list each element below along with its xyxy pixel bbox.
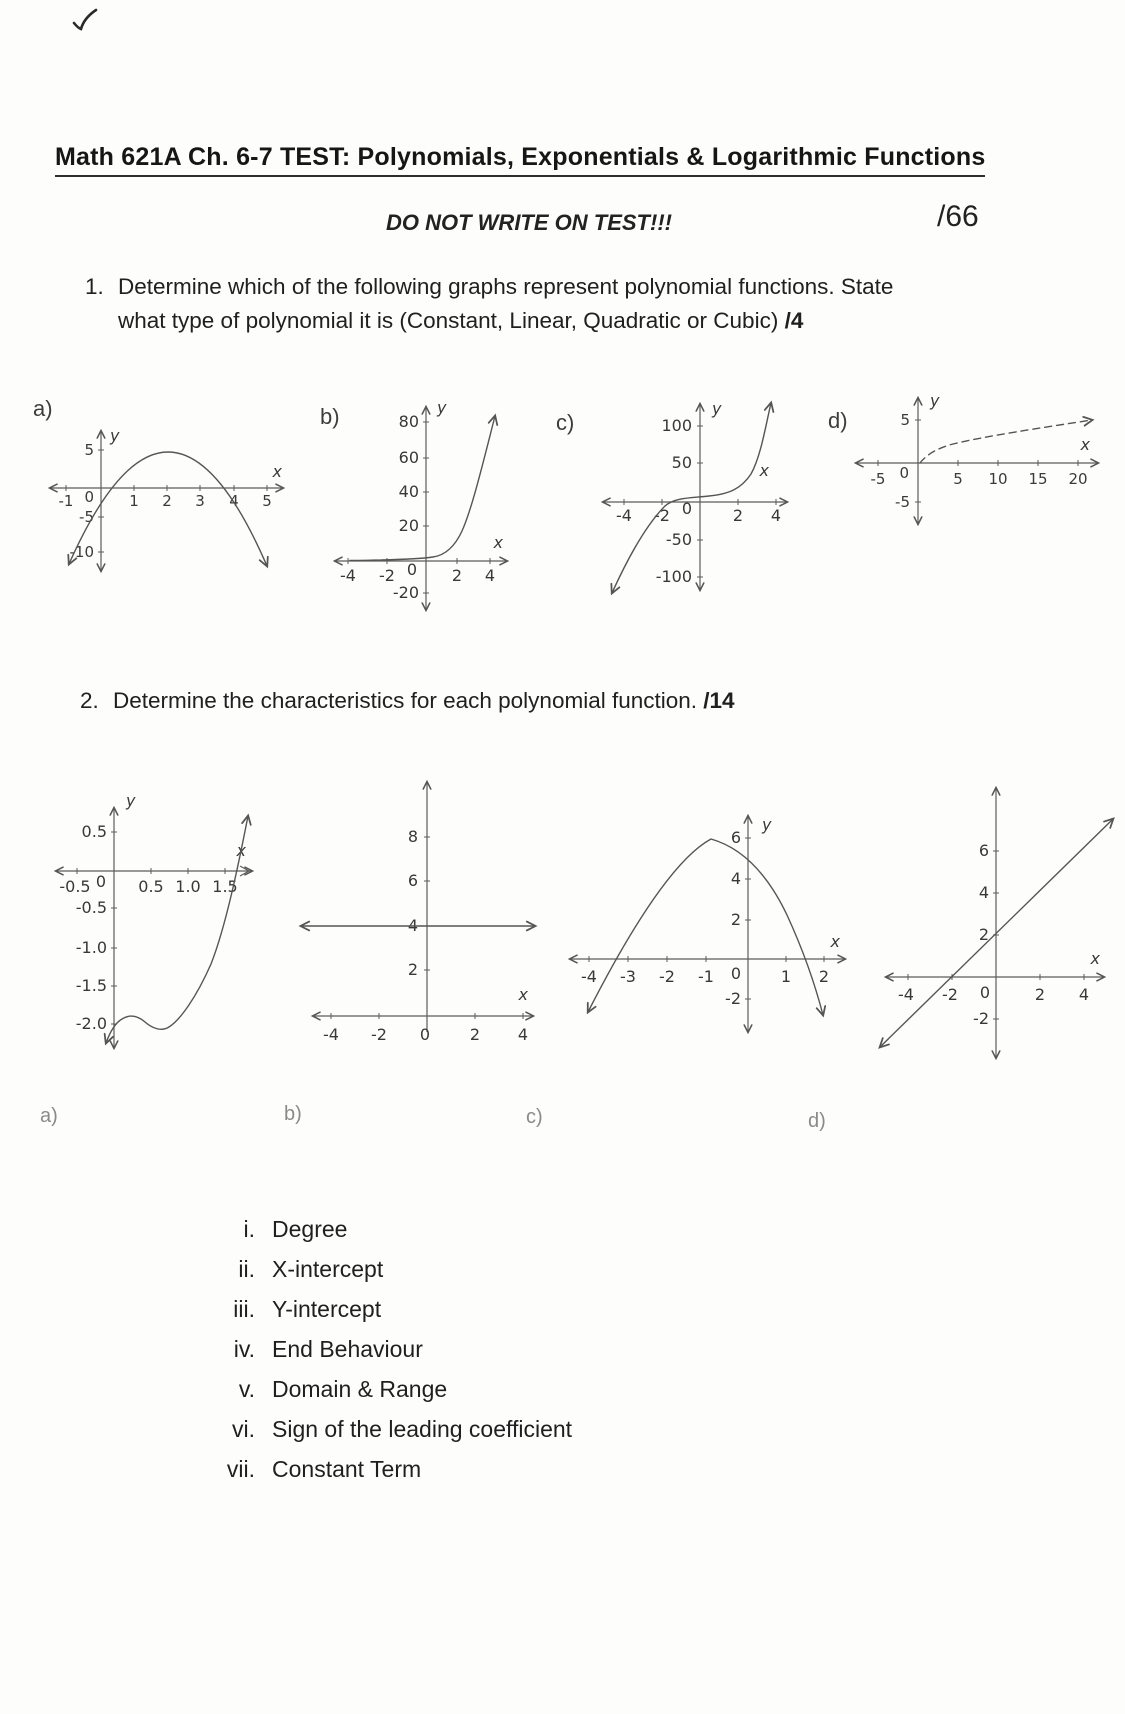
tick: 20	[398, 516, 419, 535]
tick: -2.0	[75, 1014, 107, 1033]
tick: -4	[581, 967, 597, 986]
tick: 1	[780, 967, 792, 986]
tick: -0.5	[75, 898, 107, 917]
origin-label: 0	[730, 964, 741, 983]
tick: -10	[69, 543, 94, 561]
list-item-numeral: ii.	[238, 1256, 255, 1282]
tick: -0.5	[59, 877, 91, 896]
tick: -4	[616, 506, 632, 525]
graph-q1c-cubic	[545, 390, 795, 605]
list-item-numeral: iv.	[233, 1336, 255, 1362]
tick: 4	[978, 883, 989, 902]
list-item-label: Degree	[272, 1216, 348, 1242]
list-item-label: End Behaviour	[272, 1336, 423, 1362]
tick: 2	[978, 925, 989, 944]
origin-label: 0	[84, 488, 94, 506]
tick: 2	[451, 566, 463, 585]
total-marks: /66	[937, 200, 979, 233]
tick: 20	[1068, 470, 1088, 488]
tick: -5	[870, 470, 886, 488]
question-1	[85, 270, 978, 338]
curve	[588, 839, 823, 1015]
question-1-text	[118, 270, 978, 338]
origin-label: 0	[95, 872, 106, 891]
tick: 2	[732, 506, 744, 525]
tick: 6	[978, 841, 989, 860]
graph-q2a-cubic	[30, 740, 280, 1070]
tick: 4	[407, 916, 418, 935]
q1-panel-a-label: a)	[33, 396, 53, 421]
tick: 5	[262, 492, 272, 510]
tick: 1.0	[175, 877, 201, 896]
curve	[350, 416, 495, 561]
q1-panel-c-label: c)	[556, 410, 575, 435]
question-1-marks: /4	[784, 308, 804, 333]
tick: 4	[770, 506, 782, 525]
pen-mark	[68, 6, 102, 36]
tick: -2	[654, 506, 670, 525]
tick: -2	[659, 967, 675, 986]
x-axis-label: x	[830, 932, 840, 951]
tick: 4	[517, 1025, 529, 1044]
list-item-label: Sign of the leading coefficient	[272, 1416, 573, 1442]
question-1-line1: Determine which of the following graphs represent polynomial functions. State	[118, 274, 894, 299]
tick: 5	[953, 470, 963, 488]
tick: 0	[419, 1025, 431, 1044]
tick: 2	[407, 960, 418, 979]
origin-label: 0	[406, 560, 417, 579]
question-1-number: 1.	[85, 274, 104, 299]
y-axis-label: y	[712, 399, 722, 418]
x-axis-label: x	[272, 462, 282, 481]
warning-text: DO NOT WRITE ON TEST!!!	[386, 210, 672, 235]
tick: -2	[725, 989, 741, 1008]
tick: -2	[379, 566, 395, 585]
list-item	[160, 1456, 572, 1496]
list-item-numeral: vii.	[226, 1456, 255, 1482]
graph-q2c-parabola	[515, 740, 855, 1070]
question-2-marks: /14	[703, 688, 735, 713]
tick: 8	[407, 827, 418, 846]
list-item-label: Domain & Range	[272, 1376, 448, 1402]
axis-ticks	[348, 422, 490, 593]
list-item	[160, 1416, 572, 1456]
graph-q2d-line	[840, 740, 1125, 1070]
y-axis-label: y	[762, 815, 772, 834]
page-title: Math 621A Ch. 6-7 TEST: Polynomials, Exponentials & Logarithmic Functions	[55, 143, 985, 177]
y-axis-label: y	[930, 391, 940, 410]
axis-tick-labels	[581, 828, 829, 1008]
question-2-number: 2.	[80, 688, 99, 713]
tick: 1	[129, 492, 139, 510]
list-item	[160, 1216, 572, 1256]
tick: -50	[665, 530, 692, 549]
tick: 4	[229, 492, 239, 510]
origin-label: 0	[681, 499, 692, 518]
tick: -5	[79, 508, 94, 526]
tick: 4	[730, 869, 741, 888]
tick: -2	[973, 1009, 989, 1028]
list-item	[160, 1296, 572, 1336]
x-axis-label: x	[236, 841, 246, 860]
list-item-label: X-intercept	[272, 1256, 384, 1282]
axis-tick-labels	[340, 412, 495, 602]
list-item-label: Y-intercept	[272, 1296, 382, 1322]
tick: -1.5	[75, 976, 107, 995]
tick: 60	[398, 448, 419, 467]
q2-panel-a-label: a)	[40, 1105, 58, 1127]
tick: 0.5	[138, 877, 164, 896]
list-item	[160, 1336, 572, 1376]
x-axis-label: x	[1080, 435, 1090, 454]
tick: 6	[730, 828, 741, 847]
axis-tick-labels	[59, 441, 272, 561]
list-item-label: Constant Term	[272, 1456, 422, 1482]
tick: -1	[698, 967, 714, 986]
question-1-line2: what type of polynomial it is (Constant, Linear, Quadratic or Cubic)	[118, 308, 785, 333]
axis-tick-labels	[871, 411, 1088, 511]
list-item-numeral: v.	[238, 1376, 255, 1402]
origin-label: 0	[899, 464, 909, 482]
list-item	[160, 1256, 572, 1296]
axis-tick-labels	[616, 416, 781, 586]
graph-q1a-quadratic	[30, 393, 295, 583]
tick: 2	[469, 1025, 481, 1044]
y-axis-label: y	[110, 426, 120, 445]
tick: -20	[392, 583, 419, 602]
tick: 40	[398, 482, 419, 501]
characteristics-list	[160, 1216, 572, 1496]
q1-panel-b-label: b)	[320, 404, 340, 429]
graph-q2b-constant	[285, 740, 550, 1070]
tick: -2	[371, 1025, 387, 1044]
list-item-numeral: vi.	[232, 1416, 255, 1442]
tick: 10	[988, 470, 1008, 488]
tick: -1	[58, 492, 74, 510]
question-2-text: Determine the characteristics for each polynomial function.	[113, 688, 704, 713]
axis-tick-labels	[59, 822, 237, 1033]
curve	[106, 816, 248, 1043]
q2-panel-d-label: d)	[808, 1110, 826, 1132]
q2-panel-b-label: b)	[284, 1103, 302, 1125]
tick: -1.0	[75, 938, 107, 957]
axis-ticks	[878, 420, 1078, 502]
x-axis-label: x	[759, 461, 769, 480]
tick: -4	[323, 1025, 339, 1044]
tick: 1.5	[212, 877, 238, 896]
x-axis-label: x	[518, 985, 528, 1004]
tick: 3	[195, 492, 205, 510]
x-axis-label: x	[1090, 949, 1100, 968]
graph-q1d-logarithmic	[840, 392, 1125, 532]
tick: 5	[84, 441, 94, 459]
tick: -2	[942, 985, 958, 1004]
axis-tick-labels	[323, 827, 528, 1044]
tick: 80	[398, 412, 419, 431]
tick: -4	[898, 985, 914, 1004]
question-2	[80, 684, 973, 718]
curve	[920, 420, 1092, 463]
tick: -3	[620, 967, 636, 986]
tick: 6	[407, 871, 418, 890]
tick: -4	[340, 566, 356, 585]
list-item-numeral: iii.	[233, 1296, 255, 1322]
q1-panel-d-label: d)	[828, 408, 848, 433]
graph-q1b-exponential	[295, 395, 530, 625]
y-axis-label: y	[437, 398, 447, 417]
q2-panel-c-label: c)	[526, 1106, 543, 1128]
list-item-numeral: i.	[243, 1216, 255, 1242]
tick: -100	[655, 567, 692, 586]
tick: 15	[1028, 470, 1048, 488]
tick: 100	[661, 416, 692, 435]
tick: 2	[818, 967, 830, 986]
origin-label: 0	[979, 983, 990, 1002]
tick: 0.5	[81, 822, 107, 841]
tick: -5	[895, 493, 910, 511]
tick: 2	[730, 910, 741, 929]
tick: 4	[484, 566, 496, 585]
tick: 2	[162, 492, 172, 510]
tick: 4	[1078, 985, 1090, 1004]
list-item	[160, 1376, 572, 1416]
tick: 5	[900, 411, 910, 429]
x-axis-label: x	[493, 533, 503, 552]
axis-ticks	[77, 832, 225, 1024]
y-axis-label: y	[126, 791, 136, 810]
tick: 2	[1034, 985, 1046, 1004]
tick: 50	[671, 453, 692, 472]
